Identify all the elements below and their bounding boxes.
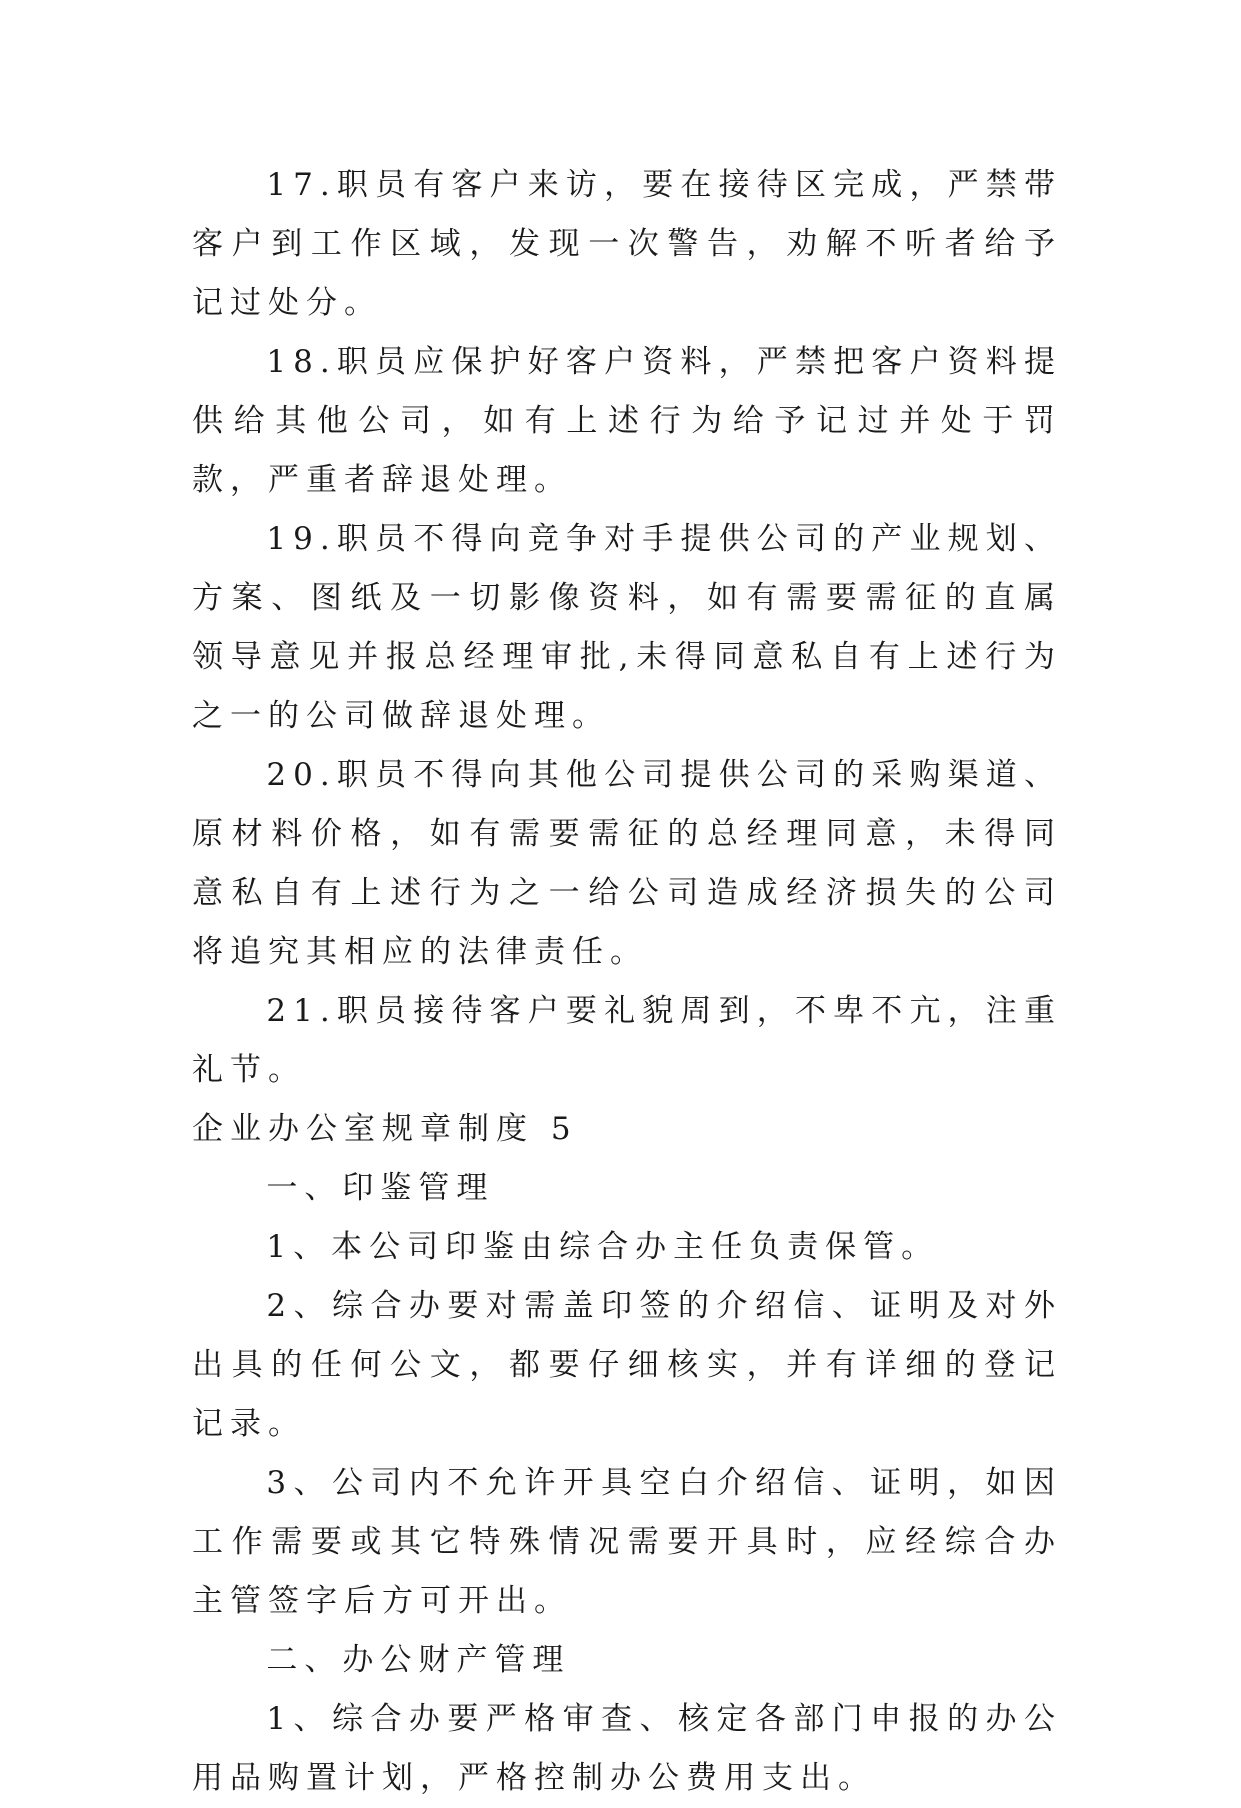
seal-item-2: 2、综合办要对需盖印签的介绍信、证明及对外出具的任何公文，都要仔细核实，并有详细的登记记录。 [192, 1288, 1062, 1442]
section-title: 企业办公室规章制度 5 [192, 1111, 578, 1147]
seal-item-3: 3、公司内不允许开具空白介绍信、证明，如因工作需要或其它特殊情况需要开具时，应经综合办主管签字后方可开出。 [192, 1465, 1062, 1619]
document-body [192, 156, 1062, 1808]
rule-20: 20.职员不得向其他公司提供公司的采购渠道、原材料价格，如有需要需征的总经理同意，未得同意私自有上述行为之一给公司造成经济损失的公司将追究其相应的法律责任。 [192, 757, 1062, 970]
rule-19: 19.职员不得向竞争对手提供公司的产业规划、方案、图纸及一切影像资料，如有需要需征的直属领导意见并报总经理审批,未得同意私自有上述行为之一的公司做辞退处理。 [192, 521, 1062, 734]
property-item-1: 1、综合办要严格审查、核定各部门申报的办公用品购置计划，严格控制办公费用支出。 [192, 1701, 1062, 1796]
seal-item-1: 1、本公司印鉴由综合办主任负责保管。 [266, 1229, 940, 1265]
rule-18: 18.职员应保护好客户资料，严禁把客户资料提供给其他公司，如有上述行为给予记过并处于罚款，严重者辞退处理。 [192, 344, 1062, 498]
rule-21: 21.职员接待客户要礼貌周到，不卑不亢，注重礼节。 [192, 993, 1062, 1088]
rule-17: 17.职员有客户来访，要在接待区完成，严禁带客户到工作区域，发现一次警告，劝解不听者给予记过处分。 [192, 167, 1062, 321]
section-heading-seal-management: 一、印鉴管理 [266, 1170, 495, 1206]
section-heading-property-management: 二、办公财产管理 [266, 1642, 571, 1678]
